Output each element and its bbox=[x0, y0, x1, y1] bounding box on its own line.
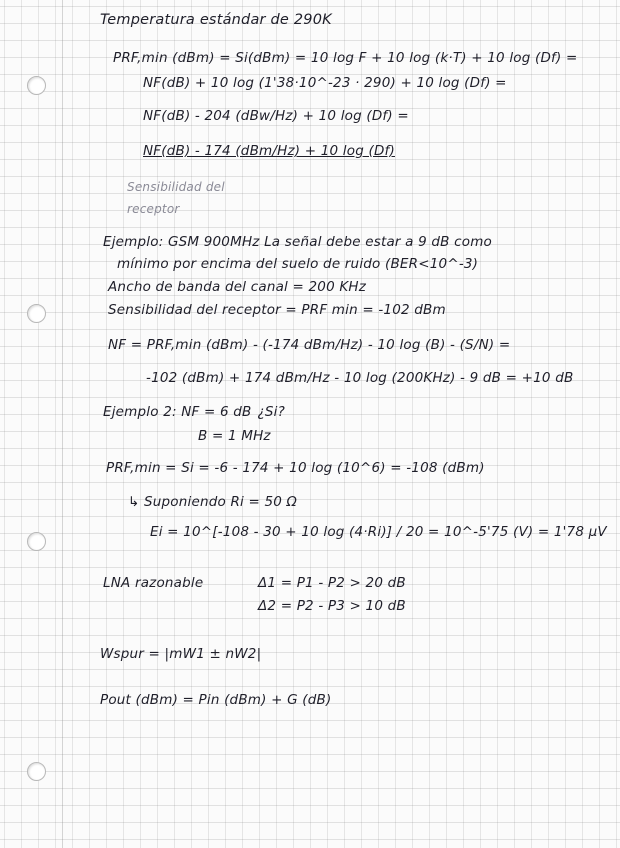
example-2-line: B = 1 MHz bbox=[198, 428, 271, 444]
example-1-heading: Ejemplo: GSM 900MHz La señal debe estar a 9 dB como bbox=[103, 234, 493, 250]
pout-formula: Pout (dBm) = Pin (dBm) + G (dB) bbox=[100, 692, 332, 708]
binder-hole bbox=[27, 76, 46, 95]
sensitivity-note: Sensibilidad del receptor bbox=[127, 180, 225, 216]
example-1-line: mínimo por encima del suelo de ruido (BER<10^-3) bbox=[117, 256, 479, 272]
example-2-title: Ejemplo 2: NF = 6 dB bbox=[103, 404, 252, 420]
page-title: Temperatura estándar de 290K bbox=[100, 12, 332, 28]
example-1-line: Sensibilidad del receptor = PRF min = -102 dBm bbox=[108, 302, 446, 318]
example-2-heading bbox=[103, 404, 285, 420]
example-2-line: PRF,min = Si = -6 - 174 + 10 log (10^6) = -108 (dBm) bbox=[106, 460, 485, 476]
formula-line: NF(dB) + 10 log (1'38·10^-23 · 290) + 10 log (Df) = bbox=[143, 75, 507, 91]
example-1-line: NF = PRF,min (dBm) - (-174 dBm/Hz) - 10 log (B) - (S/N) = bbox=[108, 337, 511, 353]
example-1-result: -102 (dBm) + 174 dBm/Hz - 10 log (200KHz) - 9 dB = +10 dB bbox=[146, 370, 574, 386]
lna-condition: Δ1 = P1 - P2 > 20 dB bbox=[258, 575, 406, 591]
binder-hole bbox=[27, 762, 46, 781]
lna-condition: Δ2 = P2 - P3 > 10 dB bbox=[258, 598, 406, 614]
spur-formula: Wspur = |mW1 ± nW2| bbox=[100, 646, 262, 662]
lna-heading: LNA razonable bbox=[103, 575, 204, 591]
margin-line bbox=[62, 0, 63, 848]
formula-line: NF(dB) - 174 (dBm/Hz) + 10 log (Df) bbox=[143, 143, 395, 159]
formula-line: PRF,min (dBm) = Si(dBm) = 10 log F + 10 log (k·T) + 10 log (Df) = bbox=[113, 50, 578, 66]
example-2-line: ↳ Suponiendo Ri = 50 Ω bbox=[128, 494, 298, 510]
example-2-question: ¿Si? bbox=[257, 404, 285, 420]
example-2-result: Ei = 10^[-108 - 30 + 10 log (4·Ri)] / 20 = 10^-5'75 (V) = 1'78 µV bbox=[150, 524, 607, 540]
binder-hole bbox=[27, 304, 46, 323]
example-1-line: Ancho de banda del canal = 200 KHz bbox=[108, 279, 367, 295]
formula-line: NF(dB) - 204 (dBw/Hz) + 10 log (Df) = bbox=[143, 108, 409, 124]
binder-hole bbox=[27, 532, 46, 551]
